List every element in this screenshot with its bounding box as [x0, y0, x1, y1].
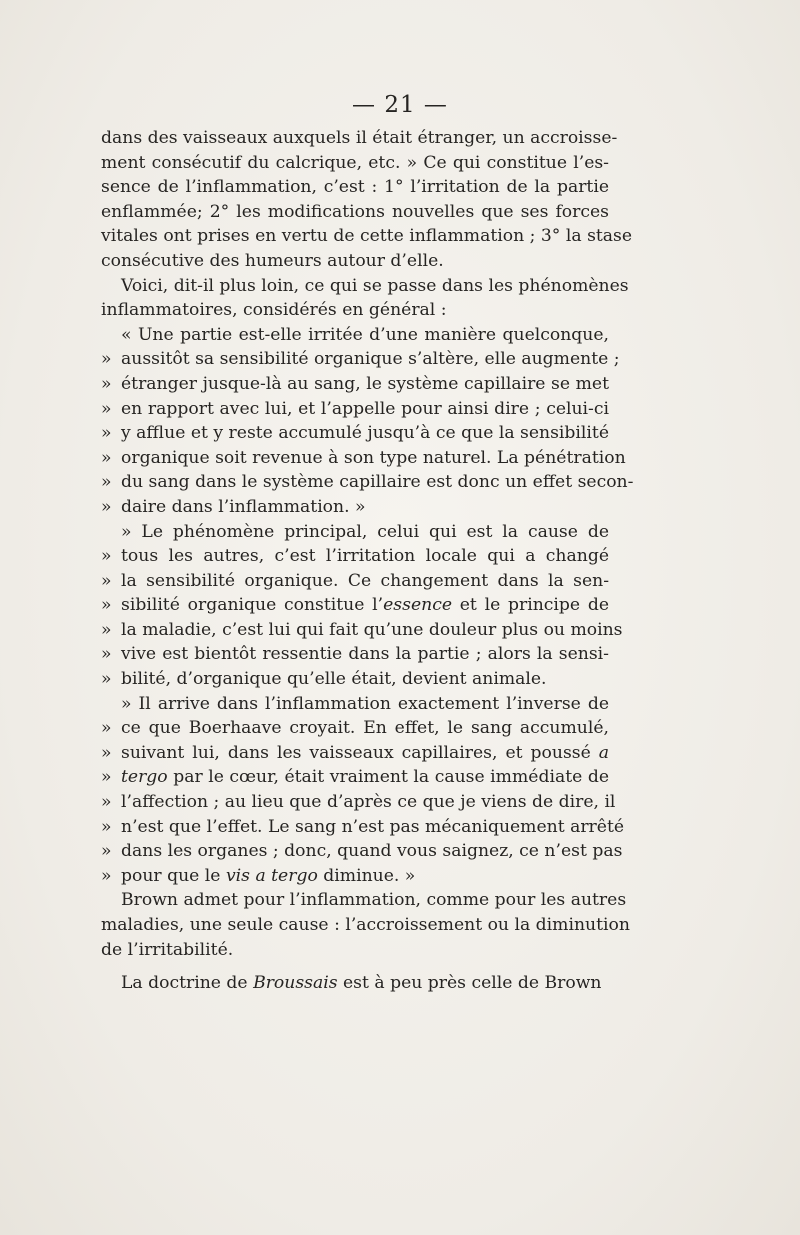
italic-term: tergo: [121, 767, 168, 788]
text-line: [101, 618, 623, 643]
line-text: diminue. »: [317, 865, 416, 886]
text-line: [101, 421, 609, 446]
text-line: [101, 520, 609, 545]
text-line: [101, 667, 609, 692]
italic-term: vis a tergo: [225, 865, 318, 886]
line-text: daire dans l’inflammation. »: [121, 496, 366, 517]
line-text: dans les organes ; donc, quand vous saignez, ce n’est pas: [121, 841, 623, 862]
text-line: [101, 815, 625, 840]
text-line: [101, 790, 616, 815]
line-text: Brown admet pour l’inflammation, comme pour les autres: [121, 890, 627, 911]
quote-mark: »: [101, 349, 112, 370]
quote-mark: »: [101, 423, 112, 444]
line-text: aussitôt sa sensibilité organique s’altère, elle augmente ;: [121, 349, 620, 370]
page-number: — 21 —: [352, 92, 448, 118]
text-line: [101, 298, 609, 323]
text-line: [101, 323, 609, 348]
text-line: [101, 397, 609, 422]
text-line: [101, 470, 634, 495]
text-line: [101, 864, 609, 889]
text-line: [101, 839, 623, 864]
text-line: [101, 249, 609, 274]
quote-mark: »: [101, 669, 112, 690]
text-line: [101, 938, 609, 963]
text-line: [101, 642, 609, 667]
quote-mark: »: [101, 496, 112, 517]
line-text: organique soit revenue à son type naturel. La pénétration: [121, 447, 626, 468]
quote-mark: »: [101, 742, 112, 763]
text-line: [101, 200, 609, 225]
body-text: [101, 126, 634, 996]
quote-mark: »: [101, 816, 112, 837]
quote-mark: »: [101, 841, 112, 862]
line-text: du sang dans le système capillaire est donc un effet secon-: [121, 472, 634, 493]
line-text: par le cœur, était vraiment la cause immédiate de: [167, 767, 609, 788]
text-line: [101, 274, 629, 299]
text-line: [101, 913, 630, 938]
text-line: [101, 224, 633, 249]
quote-mark: »: [101, 373, 112, 394]
line-text: enflammée; 2° les modifications nouvelles que ses forces: [101, 201, 609, 222]
line-text: la sensibilité organique. Ce changement dans la sen-: [121, 570, 609, 591]
line-text: n’est que l’effet. Le sang n’est pas mécaniquement arrêté: [121, 816, 625, 837]
line-text: » Le phénomène principal, celui qui est la cause de: [121, 521, 609, 542]
line-text: et le principe de: [452, 595, 609, 616]
text-line: [101, 741, 609, 766]
line-text: de l’irritabilité.: [101, 939, 234, 960]
quote-mark: »: [101, 398, 112, 419]
line-text: Voici, dit-il plus loin, ce qui se passe dans les phénomènes: [121, 275, 629, 296]
quote-mark: »: [101, 767, 112, 788]
text-line: [101, 347, 620, 372]
line-text: vitales ont prises en vertu de cette inflammation ; 3° la stase: [101, 226, 633, 247]
line-text: La doctrine de: [121, 973, 254, 994]
line-text: pour que le: [121, 865, 226, 886]
italic-term: a: [598, 742, 609, 763]
line-text: consécutive des humeurs autour d’elle.: [101, 250, 444, 271]
text-line: [101, 692, 609, 717]
text-line: [101, 495, 609, 520]
text-line: [101, 716, 609, 741]
text-line: [101, 569, 609, 594]
text-line: [101, 544, 609, 569]
text-line: [101, 372, 609, 397]
text-line: [101, 593, 609, 618]
quote-mark: »: [101, 595, 112, 616]
text-line: [101, 175, 609, 200]
italic-term: Broussais: [253, 973, 338, 994]
quote-mark: »: [101, 472, 112, 493]
line-text: ment consécutif du calcrique, etc. » Ce qui constitue l’es-: [101, 152, 609, 173]
line-text: « Une partie est-elle irritée d’une manière quelconque,: [121, 324, 609, 345]
line-text: l’affection ; au lieu que d’après ce que je viens de dire, il: [121, 792, 616, 813]
quote-mark: »: [101, 865, 112, 886]
quote-mark: »: [101, 644, 112, 665]
text-line: [101, 126, 618, 151]
text-line: [101, 765, 609, 790]
line-text: bilité, d’organique qu’elle était, devient animale.: [121, 669, 547, 690]
text-line: [101, 888, 627, 913]
line-text: inflammatoires, considérés en général :: [101, 300, 447, 321]
line-text: sence de l’inflammation, c’est : 1° l’irritation de la partie: [101, 177, 609, 198]
line-text: sibilité organique constitue l’: [121, 595, 384, 616]
line-text: suivant lui, dans les vaisseaux capillaires, et poussé: [121, 742, 599, 763]
line-text: maladies, une seule cause : l’accroissement ou la diminution: [101, 915, 630, 935]
line-text: ce que Boerhaave croyait. En effet, le sang accumulé,: [121, 718, 609, 739]
quote-mark: »: [101, 447, 112, 468]
quote-mark: »: [101, 792, 112, 813]
text-line: [101, 151, 609, 176]
line-text: » Il arrive dans l’inflammation exactement l’inverse de: [121, 693, 609, 714]
quote-mark: »: [101, 619, 112, 640]
line-text: dans des vaisseaux auxquels il était étranger, un accroisse-: [101, 128, 618, 148]
italic-term: essence: [383, 595, 452, 616]
line-text: étranger jusque-là au sang, le système capillaire se met: [121, 373, 609, 394]
line-text: est à peu près celle de Brown: [337, 973, 602, 994]
text-line: [101, 446, 626, 471]
line-text: tous les autres, c’est l’irritation locale qui a changé: [121, 546, 609, 567]
text-line: [101, 971, 609, 996]
line-text: y afflue et y reste accumulé jusqu’à ce que la sensibilité: [121, 423, 609, 444]
line-text: en rapport avec lui, et l’appelle pour ainsi dire ; celui-ci: [121, 398, 609, 419]
line-text: la maladie, c’est lui qui fait qu’une douleur plus ou moins: [121, 619, 623, 640]
line-text: vive est bientôt ressentie dans la partie ; alors la sensi-: [121, 644, 609, 665]
quote-mark: »: [101, 570, 112, 591]
quote-mark: »: [101, 718, 112, 739]
quote-mark: »: [101, 546, 112, 567]
